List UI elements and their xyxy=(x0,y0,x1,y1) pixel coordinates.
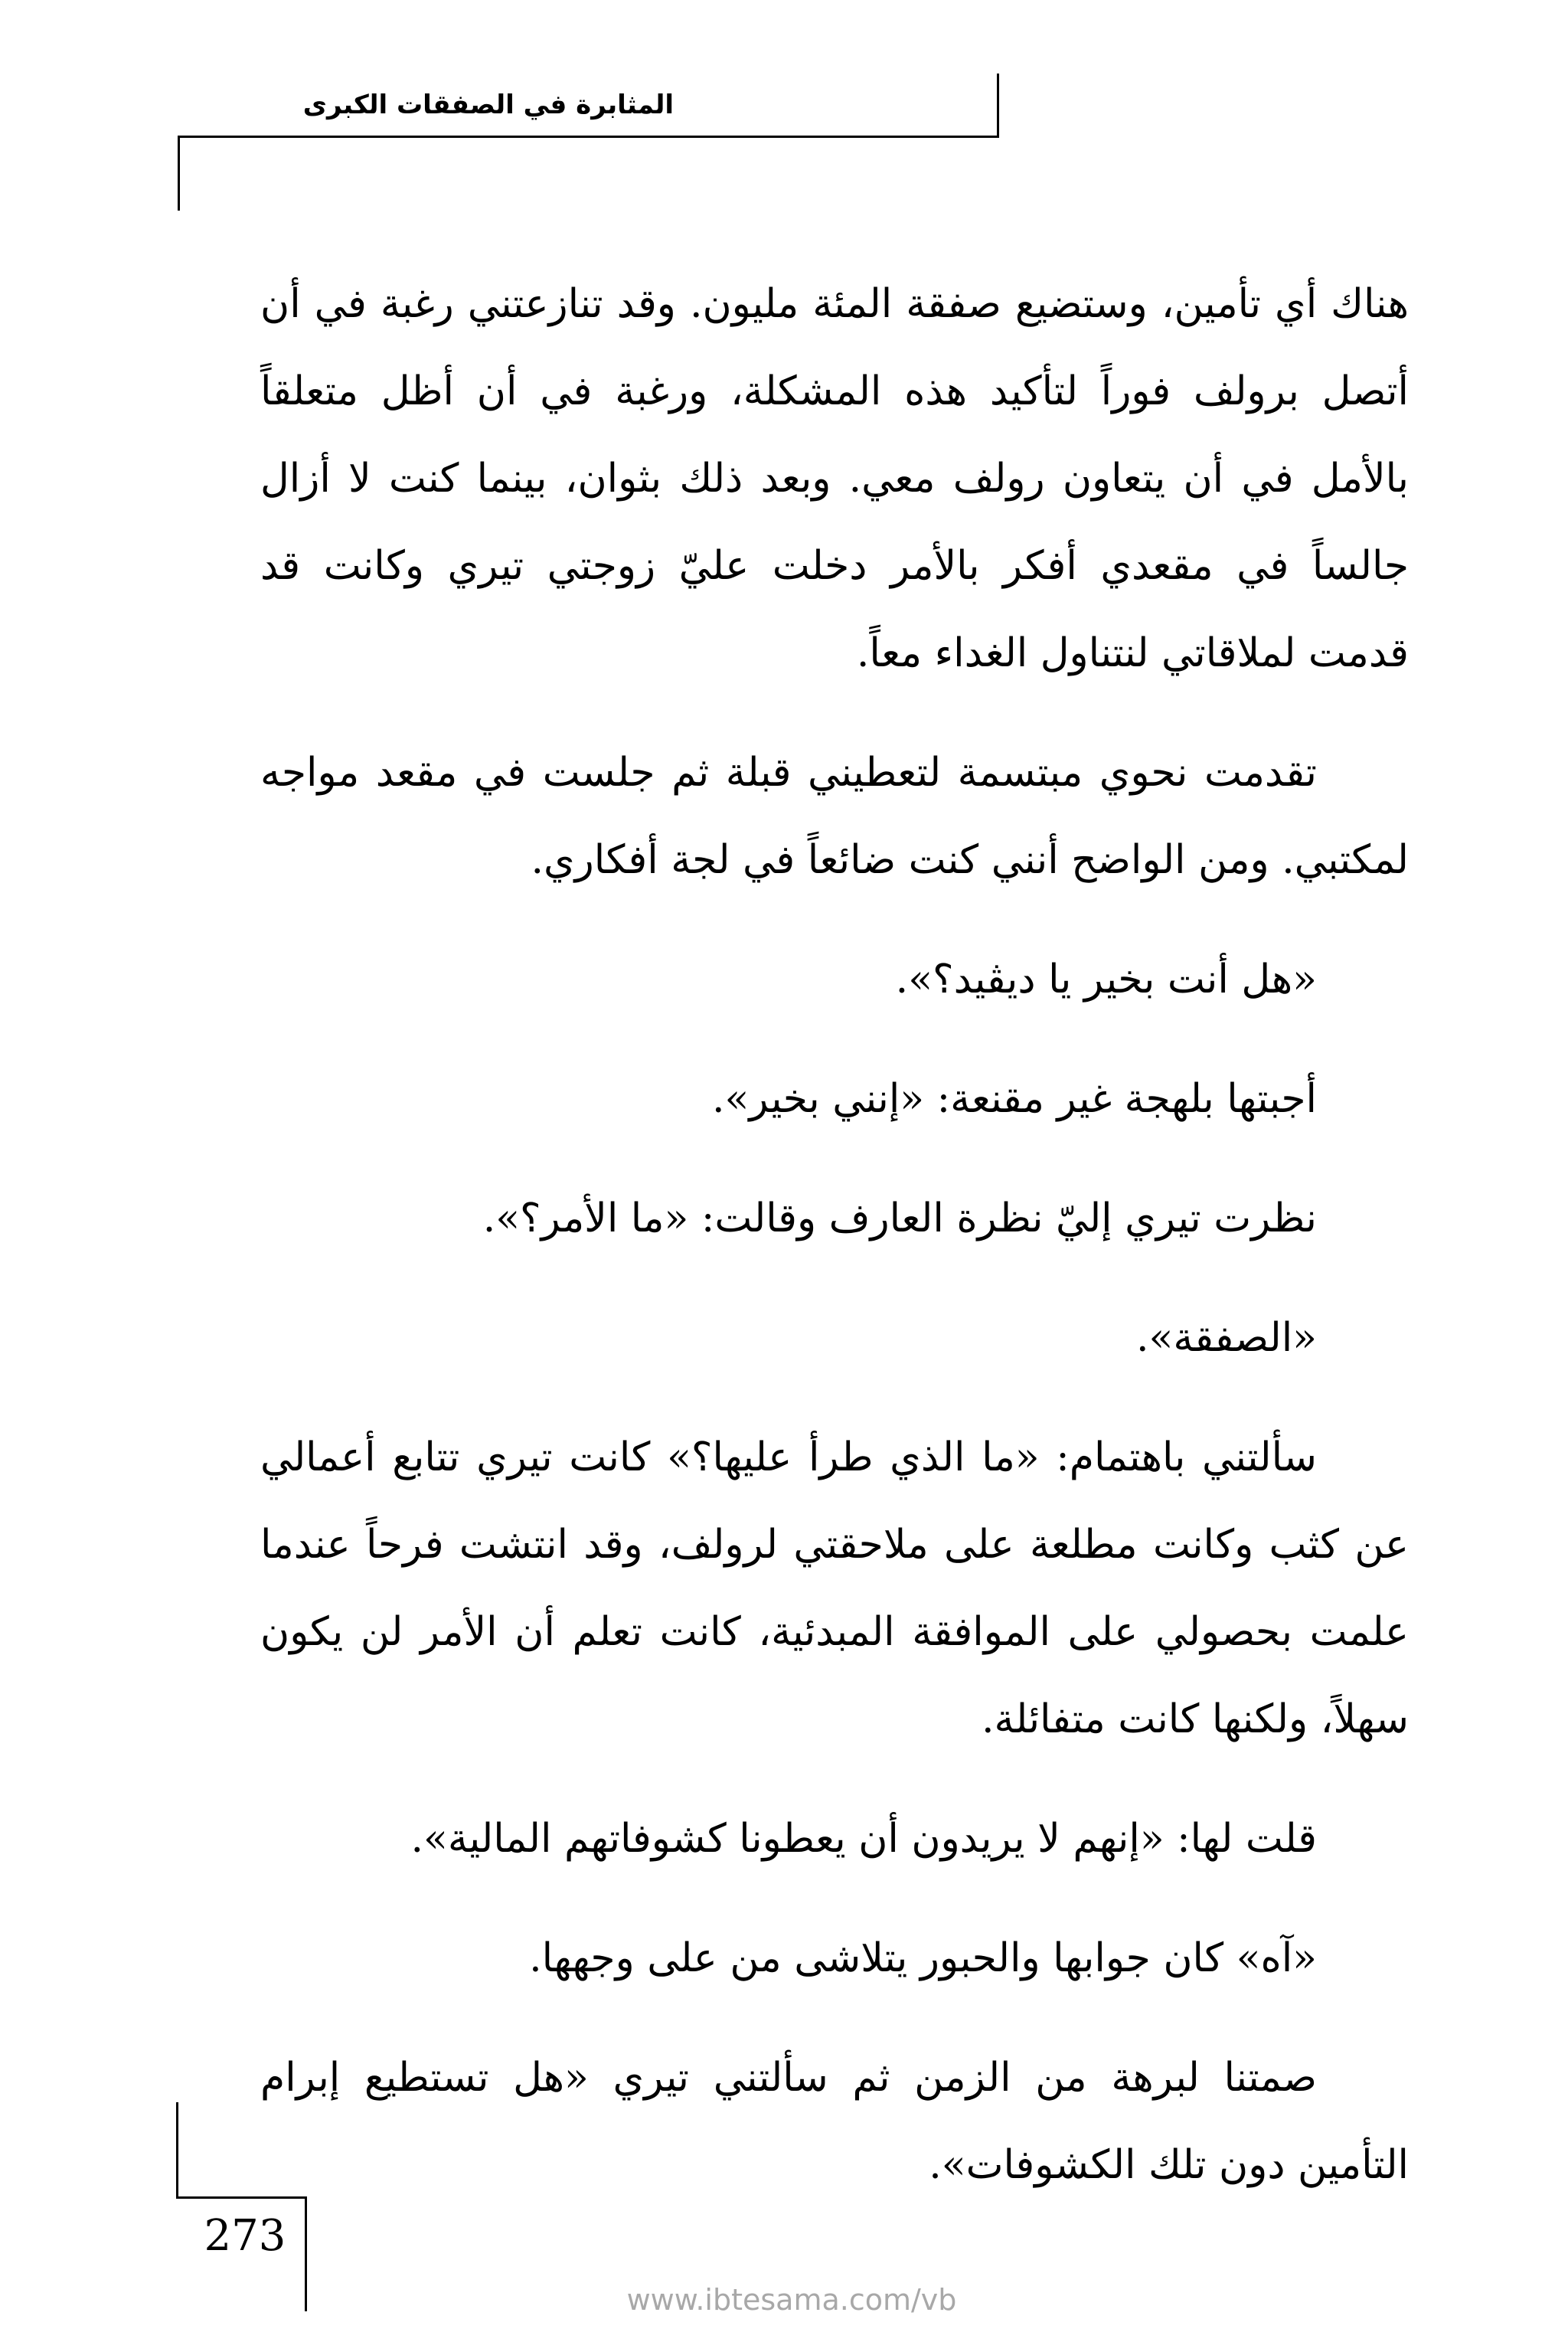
paragraph-5: نظرت تيري إليّ نظرة العارف وقالت: «ما الأمر؟». xyxy=(482,1195,1317,1241)
footer-rule-horizontal xyxy=(176,2196,306,2199)
paragraph-9: «آه» كان جوابها والحبور يتلاشى من على وجهها. xyxy=(529,1935,1317,1981)
paragraph-4: أجبتها بلهجة غير مقنعة: «إنني بخير». xyxy=(712,1076,1317,1122)
paragraph-6: «الصفقة». xyxy=(1135,1315,1317,1361)
footer-rule-left xyxy=(176,2102,178,2198)
paragraph-10: صمتنا لبرهة من الزمن ثم سألتني تيري «هل تستطيع إبرام التأمين دون تلك الكشوفات». xyxy=(260,2055,1409,2188)
page-number: 273 xyxy=(204,2211,286,2261)
paragraph-2: تقدمت نحوي مبتسمة لتعطيني قبلة ثم جلست في مقعد مواجه لمكتبي. ومن الواضح أنني كنت ضائعاً في لجة أفكاري. xyxy=(260,750,1409,883)
footer-rule-right xyxy=(305,2196,307,2311)
running-header-title: المثابرة في الصفقات الكبرى xyxy=(302,90,674,120)
paragraph-7: سألتني باهتمام: «ما الذي طرأ عليها؟» كانت تيري تتابع أعمالي عن كثب وكانت مطلعة على ملاحقتي لرولف، وقد انتشت فرحاً عندما علمت بحصولي على الموافقة المبدئية، كانت تعلم أن الأمر لن يكون سهلاً، ولكنها كانت متفائلة. xyxy=(260,1434,1409,1742)
header-rule-horizontal xyxy=(178,136,999,138)
watermark-link: www.ibtesama.com/vb xyxy=(626,2283,957,2317)
header-rule-left-tick xyxy=(178,136,180,211)
paragraph-8: قلت لها: «إنهم لا يريدون أن يعطونا كشوفاتهم المالية». xyxy=(410,1816,1317,1862)
page-body xyxy=(260,260,1409,2241)
paragraph-1: هناك أي تأمين، وستضيع صفقة المئة مليون. وقد تنازعتني رغبة في أن أتصل برولف فوراً لتأكيد هذه المشكلة، ورغبة في أن أظل متعلقاً بالأمل في أن يتعاون رولف معي. وبعد ذلك بثوان، بينما كنت لا أزال جالساً في مقعدي أفكر بالأمر دخلت عليّ زوجتي تيري وكانت قد قدمت لملاقاتي لنتناول الغداء معاً. xyxy=(260,281,1409,676)
paragraph-3: «هل أنت بخير يا ديڤيد؟». xyxy=(895,957,1317,1002)
header-rule-vertical xyxy=(997,74,999,138)
